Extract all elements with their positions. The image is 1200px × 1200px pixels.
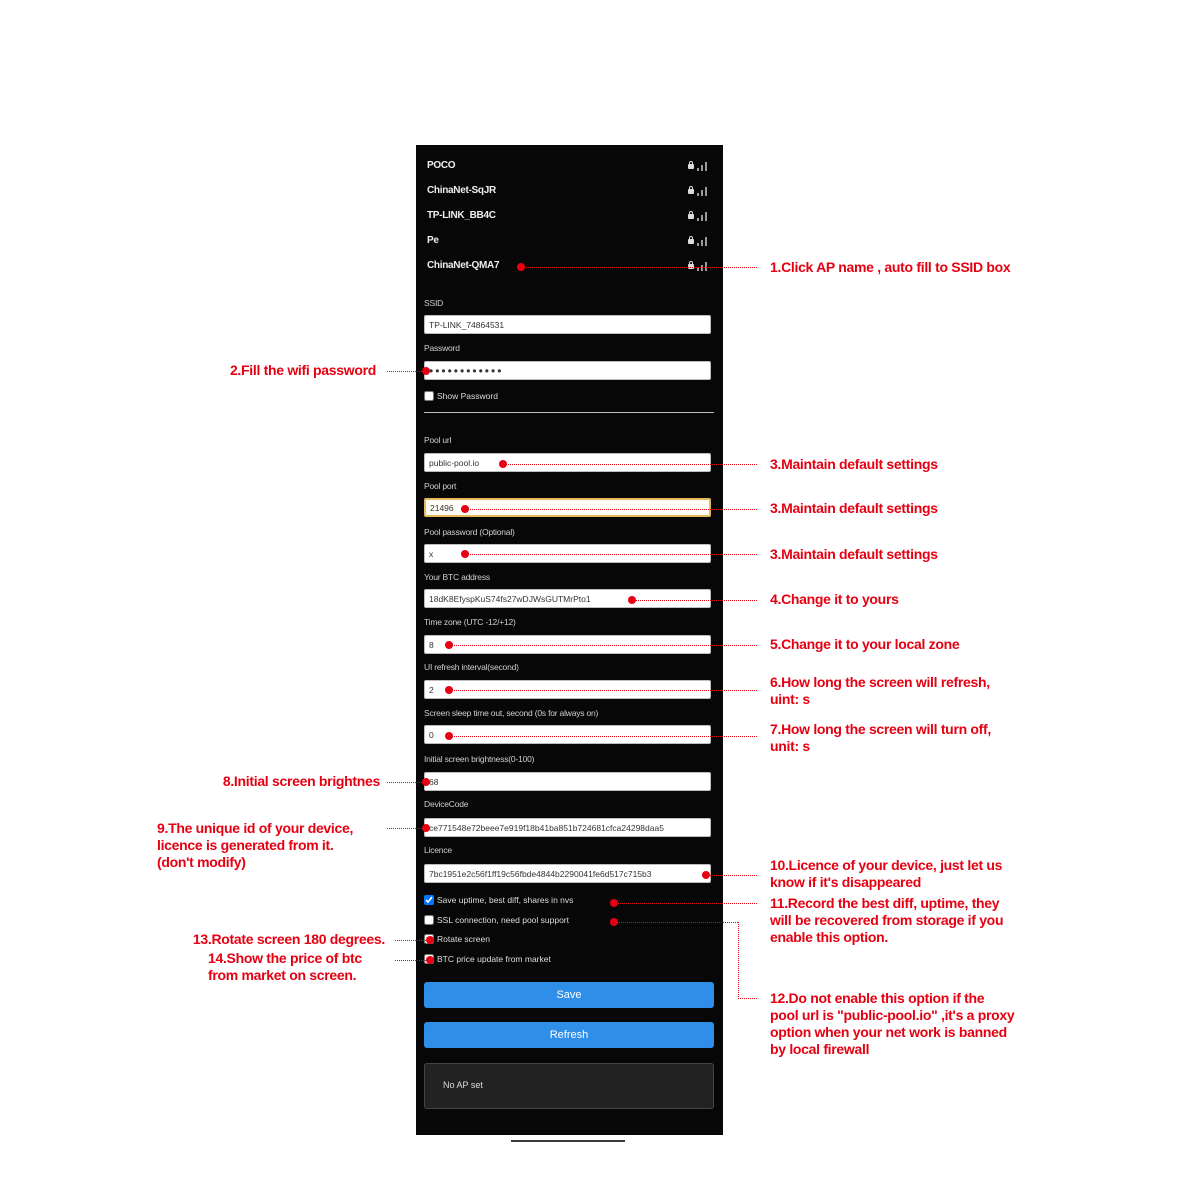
leader-line: [614, 922, 738, 923]
divider: [424, 412, 714, 413]
callout-dot: [422, 367, 430, 375]
brightness-input[interactable]: [424, 772, 711, 791]
sleep-timeout-input[interactable]: [424, 725, 711, 744]
annotation-3b: 3.Maintain default settings: [770, 500, 938, 516]
save-uptime-checkbox[interactable]: [424, 895, 434, 905]
password-label: Password: [424, 343, 460, 353]
home-indicator: [511, 1140, 625, 1142]
licence-label: Licence: [424, 845, 452, 855]
lock-icon: [688, 239, 694, 244]
ap-list-item[interactable]: [427, 208, 712, 226]
btc-address-input[interactable]: [424, 589, 711, 608]
leader-line: [387, 782, 426, 783]
licence-input[interactable]: [424, 864, 711, 883]
leader-line: [395, 940, 426, 941]
callout-dot: [445, 686, 453, 694]
ap-name: Pe: [427, 235, 439, 246]
btc-price-label: BTC price update from market: [437, 954, 551, 964]
device-code-input[interactable]: [424, 818, 711, 837]
save-button[interactable]: Save: [424, 982, 714, 1008]
leader-line: [387, 371, 426, 372]
ap-name: ChinaNet-SqJR: [427, 185, 496, 196]
callout-dot: [610, 899, 618, 907]
annotation-1: 1.Click AP name , auto fill to SSID box: [770, 259, 1011, 275]
annotation-11: 11.Record the best diff, uptime, they will be recovered from storage if you enable this option.: [770, 895, 1004, 945]
ssl-label: SSL connection, need pool support: [437, 915, 570, 925]
leader-line: [632, 600, 757, 601]
wifi-signal-icon: [697, 160, 711, 171]
callout-dot: [517, 263, 525, 271]
leader-line: [465, 554, 757, 555]
ap-list-item[interactable]: [427, 158, 712, 176]
callout-dot: [426, 936, 434, 944]
callout-dot: [610, 918, 618, 926]
leader-line: [738, 998, 757, 999]
callout-dot: [422, 778, 430, 786]
leader-line: [503, 464, 757, 465]
save-uptime-label: Save uptime, best diff, shares in nvs: [437, 895, 574, 905]
annotation-10: 10.Licence of your device, just let us know if it's disappeared: [770, 857, 1003, 890]
leader-line: [521, 267, 757, 268]
annotation-9: 9.The unique id of your device, licence is generated from it. (don't modify): [157, 820, 354, 870]
wifi-signal-icon: [697, 210, 711, 221]
annotation-12: 12.Do not enable this option if the pool url is "public-pool.io" ,it's a proxy option when your net work is banned by local firewall: [770, 990, 1015, 1057]
btc-price-option[interactable]: [424, 954, 551, 968]
callout-dot: [702, 871, 710, 879]
ssid-input[interactable]: [424, 315, 711, 334]
callout-dot: [461, 550, 469, 558]
callout-dot: [628, 596, 636, 604]
annotation-4: 4.Change it to yours: [770, 591, 899, 607]
callout-dot: [461, 505, 469, 513]
annotation-13: 13.Rotate screen 180 degrees.: [192, 931, 385, 947]
sleep-timeout-label: Screen sleep time out, second (0s for always on): [424, 708, 599, 718]
leader-line: [395, 960, 426, 961]
brightness-label: Initial screen brightness(0-100): [424, 754, 535, 764]
callout-dot: [445, 732, 453, 740]
phone-screen: [416, 145, 723, 1135]
leader-line: [387, 828, 426, 829]
leader-line: [449, 736, 757, 737]
pool-url-input[interactable]: [424, 453, 711, 472]
annotation-2: 2.Fill the wifi password: [229, 362, 376, 378]
ap-name: ChinaNet-QMA7: [427, 260, 500, 271]
rotate-screen-option[interactable]: [424, 934, 490, 948]
callout-dot: [499, 460, 507, 468]
leader-line: [449, 645, 757, 646]
ap-list-item[interactable]: [427, 233, 712, 251]
leader-line: [738, 922, 739, 999]
show-password-option[interactable]: [424, 391, 498, 405]
callout-dot: [422, 824, 430, 832]
device-code-label: DeviceCode: [424, 799, 469, 809]
annotation-8: 8.Initial screen brightnes: [222, 773, 380, 789]
ap-list-item[interactable]: [427, 183, 712, 201]
status-text: No AP set: [443, 1080, 483, 1090]
annotation-14: 14.Show the price of btc from market on screen.: [208, 950, 362, 983]
leader-line: [465, 509, 757, 510]
ssl-checkbox[interactable]: [424, 915, 434, 925]
password-input[interactable]: [424, 361, 711, 380]
wifi-signal-icon: [697, 260, 711, 271]
ssid-label: SSID: [424, 298, 444, 308]
leader-line: [449, 690, 757, 691]
leader-line: [706, 875, 757, 876]
annotation-6: 6.How long the screen will refresh, uint: s: [770, 674, 990, 707]
lock-icon: [688, 189, 694, 194]
rotate-screen-label: Rotate screen: [437, 934, 490, 944]
show-password-checkbox[interactable]: [424, 391, 434, 401]
btc-address-label: Your BTC address: [424, 572, 490, 582]
ap-name: TP-LINK_BB4C: [427, 210, 496, 221]
wifi-signal-icon: [697, 235, 711, 246]
leader-line: [614, 903, 757, 904]
pool-password-label: Pool password (Optional): [424, 527, 515, 537]
refresh-button[interactable]: Refresh: [424, 1022, 714, 1048]
annotation-3a: 3.Maintain default settings: [770, 456, 938, 472]
annotation-5: 5.Change it to your local zone: [770, 636, 960, 652]
ssl-option[interactable]: [424, 915, 569, 929]
save-uptime-option[interactable]: [424, 895, 573, 909]
annotation-7: 7.How long the screen will turn off, unit: s: [770, 721, 991, 754]
annotation-3c: 3.Maintain default settings: [770, 546, 938, 562]
lock-icon: [688, 214, 694, 219]
callout-dot: [426, 956, 434, 964]
status-box: [424, 1063, 714, 1109]
pool-port-label: Pool port: [424, 481, 457, 491]
ap-name: POCO: [427, 160, 456, 171]
callout-dot: [445, 641, 453, 649]
show-password-label: Show Password: [437, 391, 498, 401]
wifi-signal-icon: [697, 185, 711, 196]
refresh-interval-label: UI refresh interval(second): [424, 662, 519, 672]
pool-url-label: Pool url: [424, 435, 452, 445]
lock-icon: [688, 164, 694, 169]
timezone-label: Time zone (UTC -12/+12): [424, 617, 516, 627]
